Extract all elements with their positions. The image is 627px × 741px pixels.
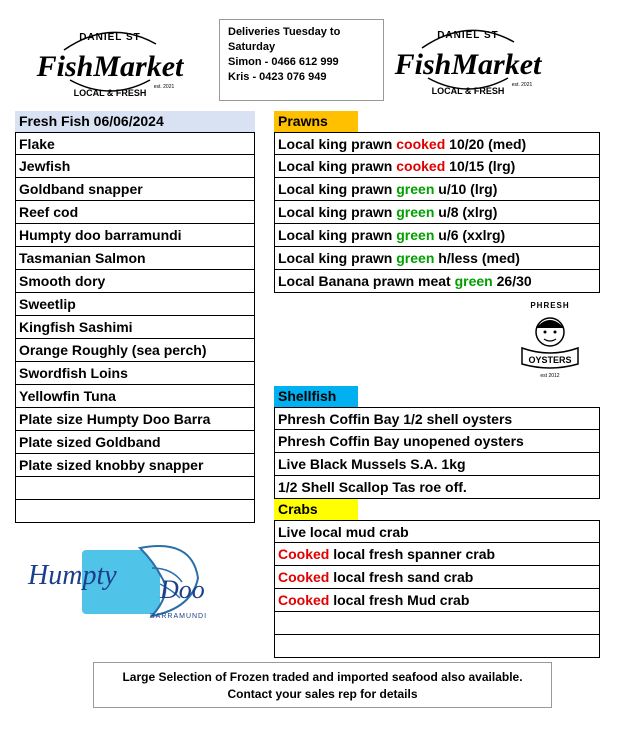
contact-simon: Simon - 0466 612 999 [228, 56, 339, 68]
shellfish-row: 1/2 Shell Scallop Tas roe off. [274, 476, 600, 499]
prawn-size: u/8 (xlrg) [434, 204, 498, 220]
prawn-name: Local king prawn [278, 227, 397, 243]
prawn-size: u/10 (lrg) [434, 181, 498, 197]
prawn-state: cooked [396, 136, 446, 152]
crab-row [274, 543, 600, 566]
prawn-state: green [396, 204, 435, 220]
shellfish-header: Shellfish [274, 386, 358, 407]
fresh-fish-header: Fresh Fish 06/06/2024 [15, 111, 255, 132]
delivery-line: Saturday [228, 41, 276, 53]
prawn-name: Local Banana prawn meat [278, 273, 455, 289]
fish-row: Plate size Humpty Doo Barra [15, 408, 255, 431]
fish-row: Jewfish [15, 155, 255, 178]
prawn-name: Local king prawn [278, 250, 397, 266]
logo-bottom-text: LOCAL & FRESH [73, 88, 147, 98]
fish-row: Plate sized Goldband [15, 431, 255, 454]
fish-row: Sweetlip [15, 293, 255, 316]
prawn-state: green [396, 250, 435, 266]
fishmarket-logo-left [34, 20, 186, 102]
contact-kris: Kris - 0423 076 949 [228, 71, 327, 83]
prawn-name: Local king prawn [278, 158, 397, 174]
delivery-line: Deliveries Tuesday to [228, 26, 341, 38]
prawn-name: Local king prawn [278, 181, 397, 197]
footer-line-2: Contact your sales rep for details [227, 687, 418, 701]
crab-name: Live local mud crab [278, 524, 409, 540]
crabs-list [274, 520, 600, 658]
prawn-row [274, 247, 600, 270]
fish-row: Smooth dory [15, 270, 255, 293]
prawn-row [274, 201, 600, 224]
fish-row: Humpty doo barramundi [15, 224, 255, 247]
crab-row [274, 635, 600, 658]
crab-state: Cooked [278, 592, 330, 608]
logo-est-text: est. 2021 [511, 82, 533, 88]
footer-line-1: Large Selection of Frozen traded and imported seafood also available. [122, 670, 523, 684]
fish-row: Orange Roughly (sea perch) [15, 339, 255, 362]
fish-row: Reef cod [15, 201, 255, 224]
prawn-row [274, 224, 600, 247]
prawns-list [274, 132, 600, 293]
prawn-size: 10/15 (lrg) [445, 158, 516, 174]
shellfish-table [274, 386, 600, 658]
fishmarket-logo-right [392, 18, 544, 100]
fish-row: Tasmanian Salmon [15, 247, 255, 270]
shellfish-row: Live Black Mussels S.A. 1kg [274, 453, 600, 476]
crab-state: Cooked [278, 546, 330, 562]
fish-row: Swordfish Loins [15, 362, 255, 385]
shellfish-list [274, 407, 600, 499]
shellfish-row: Phresh Coffin Bay unopened oysters [274, 430, 600, 453]
fish-row: Goldband snapper [15, 178, 255, 201]
logo-bottom-text: LOCAL & FRESH [431, 86, 505, 96]
crab-name: local fresh Mud crab [329, 592, 470, 608]
prawn-size: 26/30 [492, 273, 532, 289]
phresh-bottom-text: OYSTERS [528, 355, 572, 365]
fish-row [15, 477, 255, 500]
logo-main-text: FishMarket [36, 50, 184, 83]
prawn-name: Local king prawn [278, 204, 397, 220]
prawn-row [274, 270, 600, 293]
fresh-fish-list [15, 132, 255, 523]
fish-row: Flake [15, 132, 255, 155]
fresh-fish-table [15, 111, 255, 523]
phresh-est-text: est 2012 [540, 373, 560, 379]
crab-state: Cooked [278, 569, 330, 585]
crabs-header: Crabs [274, 499, 358, 520]
crab-name: local fresh sand crab [329, 569, 474, 585]
humpty-sub: BARRAMUNDI [150, 613, 208, 620]
phresh-top-text: PHRESH [530, 301, 570, 310]
logo-top-text: DANIEL ST [437, 30, 499, 41]
crab-row [274, 612, 600, 635]
delivery-info-box [219, 19, 384, 101]
logo-main-text: FishMarket [394, 48, 542, 81]
prawn-size: u/6 (xxlrg) [434, 227, 506, 243]
crab-row [274, 589, 600, 612]
fish-row: Kingfish Sashimi [15, 316, 255, 339]
humpty-doo-logo [22, 538, 222, 630]
phresh-oysters-logo [514, 298, 586, 380]
logo-top-text: DANIEL ST [79, 32, 141, 43]
humpty-word1: Humpty [28, 560, 117, 591]
crab-row [274, 520, 600, 543]
shellfish-row: Phresh Coffin Bay 1/2 shell oysters [274, 407, 600, 430]
crab-name: local fresh spanner crab [329, 546, 496, 562]
prawn-row [274, 132, 600, 155]
prawns-table [274, 111, 600, 293]
fish-row [15, 500, 255, 523]
prawn-state: green [454, 273, 493, 289]
prawn-state: cooked [396, 158, 446, 174]
prawn-row [274, 178, 600, 201]
prawn-name: Local king prawn [278, 136, 397, 152]
fish-row: Plate sized knobby snapper [15, 454, 255, 477]
prawn-size: 10/20 (med) [445, 136, 527, 152]
prawn-row [274, 155, 600, 178]
prawn-state: green [396, 227, 435, 243]
prawn-size: h/less (med) [434, 250, 520, 266]
prawn-state: green [396, 181, 435, 197]
footer-note [93, 662, 552, 708]
prawns-header: Prawns [274, 111, 358, 132]
humpty-word2: Doo [160, 575, 205, 604]
logo-est-text: est. 2021 [153, 84, 175, 90]
crab-row [274, 566, 600, 589]
fish-row: Yellowfin Tuna [15, 385, 255, 408]
